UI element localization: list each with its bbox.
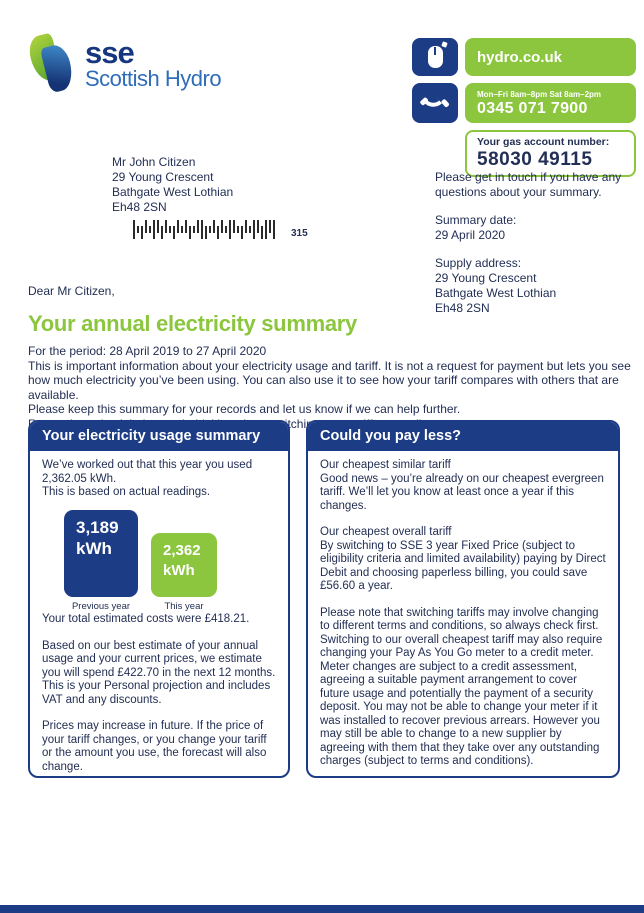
mouse-icon-tile: [412, 38, 458, 76]
website-row: [412, 38, 636, 76]
sse-logo: [30, 34, 221, 92]
phone-hours: Mon–Fri 8am–8pm Sat 8am–2pm: [477, 90, 602, 99]
barcode-code: 315: [291, 228, 308, 239]
logo-brand-subname: Scottish Hydro: [85, 66, 222, 91]
barcode-bar: [161, 226, 163, 239]
period-line: For the period: 28 April 2019 to 27 April 2020: [28, 344, 267, 358]
switching-note: Please note that switching tariffs may involve changing to different terms and conditions, so always check first. Switching to our overall cheapest tariff may also require changing your Pay As You Go meter to a credit meter. Meter changes are subject to a credit assessment, agreeing a suitable payment arrangement to cover future usage and potentially the payment of a security deposit. You may not be able to change your meter if it was installed to recover previous arrears. However you may still be able to change to a new supplier by agreeing with them that they take over any outstanding charges (subject to terms and conditions).: [320, 606, 603, 767]
website-url[interactable]: hydro.co.uk: [477, 48, 563, 66]
barcode-bar: [273, 220, 275, 239]
summary-panels: [28, 420, 620, 778]
letter-body: [28, 284, 634, 431]
barcode-bar: [213, 220, 215, 233]
barcode-bar: [145, 220, 147, 233]
remember-line: switching: [270, 416, 320, 431]
mouse-icon: [428, 46, 443, 68]
recipient-line: Bathgate West Lothian: [112, 185, 234, 199]
barcode-bar: [185, 220, 187, 233]
phone-row: [412, 83, 636, 123]
recipient-line: 29 Young Crescent: [112, 170, 214, 184]
overall-tariff-body: By switching to SSE 3 year Fixed Price (subject to eligibility criteria and limited availability) paying by Direct Debit and choosing paperless billing, you could save £56.60 a year.: [320, 539, 606, 592]
recipient-line: Mr John Citizen: [112, 155, 196, 169]
previous-year-bar-group: [64, 510, 138, 614]
recipient-address: [112, 155, 233, 215]
barcode-bar: [189, 226, 191, 239]
barcode-bar: [221, 220, 223, 233]
gas-account-label: Your gas account number:: [477, 136, 610, 148]
pay-less-panel: [306, 420, 620, 778]
salutation: Dear Mr Citizen,: [28, 284, 115, 298]
barcode-bar: [173, 226, 175, 239]
barcode-bar: [169, 226, 171, 233]
barcode-bar: [141, 226, 143, 239]
barcode-bar: [205, 226, 207, 239]
total-costs-line: Your total estimated costs were £418.21.: [42, 613, 250, 625]
footer-bar: [0, 905, 644, 913]
barcode-bar: [165, 220, 167, 233]
this-year-label: This year: [164, 600, 204, 612]
pay-less-body: [308, 451, 618, 777]
this-year-value: 2,362: [163, 541, 201, 559]
usage-bar-chart: [64, 510, 276, 614]
overall-tariff-heading: Our cheapest overall tariff: [320, 526, 452, 538]
barcode-bar: [233, 220, 235, 233]
usage-intro2: This is based on actual readings.: [42, 486, 211, 498]
supply-address-line: Eh48 2SN: [435, 301, 490, 315]
intro-paragraph: This is important information about your electricity usage and tariff. It is not a request for payment but lets you see how much electricity you’ve been using. You can also use it to see how your tariff compares with others that are available.: [28, 358, 631, 402]
barcode-bar: [253, 220, 255, 239]
usage-summary-panel: [28, 420, 290, 778]
gas-account-number: 58030 49115: [477, 149, 593, 170]
barcode-bar: [153, 220, 155, 239]
barcode-bar: [269, 220, 271, 233]
pay-less-title: Could you pay less?: [308, 422, 618, 451]
barcode-bar: [157, 220, 159, 233]
projection-paragraph: Based on our best estimate of your annual usage and your current prices, we estimate you will spend £422.70 in the next 12 months. This is your Personal projection and includes VAT and any discounts.: [42, 639, 276, 706]
postal-barcode: [133, 220, 277, 240]
barcode-bar: [217, 226, 219, 239]
sse-swirl-icon: [30, 34, 76, 92]
barcode-bar: [209, 226, 211, 233]
summary-date-label: Summary date:: [435, 213, 517, 227]
similar-tariff-body: Good news – you’re already on our cheapest evergreen tariff. We’ll let you know at least once a year if this changes.: [320, 472, 604, 512]
letter-intro: [28, 344, 634, 431]
barcode-bar: [257, 220, 259, 233]
this-year-bar-group: [151, 533, 217, 614]
barcode-bar: [177, 220, 179, 233]
barcode-bar: [265, 220, 267, 239]
barcode-bar: [261, 226, 263, 239]
similar-tariff-heading: Our cheapest similar tariff: [320, 459, 451, 471]
price-disclaimer: Prices may increase in future. If the price of your tariff changes, or you change your tariff or the amount you use, the forecast will also change.: [42, 720, 267, 773]
logo-brand-name: sse: [85, 35, 134, 70]
barcode-bar: [193, 226, 195, 233]
phone-icon: [419, 87, 450, 118]
phone-icon-tile: [412, 83, 458, 123]
supply-address-line: 29 Young Crescent: [435, 271, 537, 285]
usage-panel-title: Your electricity usage summary: [30, 422, 288, 451]
page-title: Your annual electricity summary: [28, 311, 357, 336]
logo-text: [85, 34, 221, 91]
this-year-unit: kWh: [163, 561, 195, 579]
barcode-bar: [225, 226, 227, 233]
previous-year-value: 3,189: [76, 517, 119, 537]
phone-button[interactable]: [465, 83, 636, 123]
barcode-bar: [181, 226, 183, 233]
usage-intro: We’ve worked out that this year you used 2,362.05 kWh.: [42, 459, 253, 485]
barcode-bar: [249, 226, 251, 233]
swirl-blue-leaf: [40, 43, 76, 94]
barcode-row: [133, 220, 308, 240]
website-button[interactable]: [465, 38, 636, 76]
previous-year-bar: [64, 510, 138, 597]
barcode-bar: [245, 220, 247, 233]
contact-note: Please get in touch if you have any questions about your summary.: [435, 170, 622, 199]
barcode-bar: [237, 226, 239, 233]
barcode-bar: [241, 226, 243, 239]
summary-date: 29 April 2020: [435, 228, 506, 242]
previous-year-unit: kWh: [76, 538, 112, 558]
keep-line: Please keep this summary for your records and let us know if we can help further.: [28, 402, 461, 416]
contact-block: [412, 38, 636, 177]
usage-panel-body: [30, 451, 288, 778]
barcode-bar: [137, 226, 139, 233]
phone-number[interactable]: 0345 071 7900: [477, 100, 588, 117]
this-year-bar: [151, 533, 217, 597]
recipient-line: Eh48 2SN: [112, 200, 167, 214]
barcode-bar: [149, 226, 151, 233]
barcode-bar: [197, 220, 199, 233]
supply-address-label: Supply address:: [435, 256, 522, 270]
barcode-bar: [229, 220, 231, 239]
supply-address-line: Bathgate West Lothian: [435, 286, 557, 300]
barcode-bar: [201, 220, 203, 239]
barcode-bar: [133, 220, 135, 239]
previous-year-label: Previous year: [71, 600, 131, 612]
